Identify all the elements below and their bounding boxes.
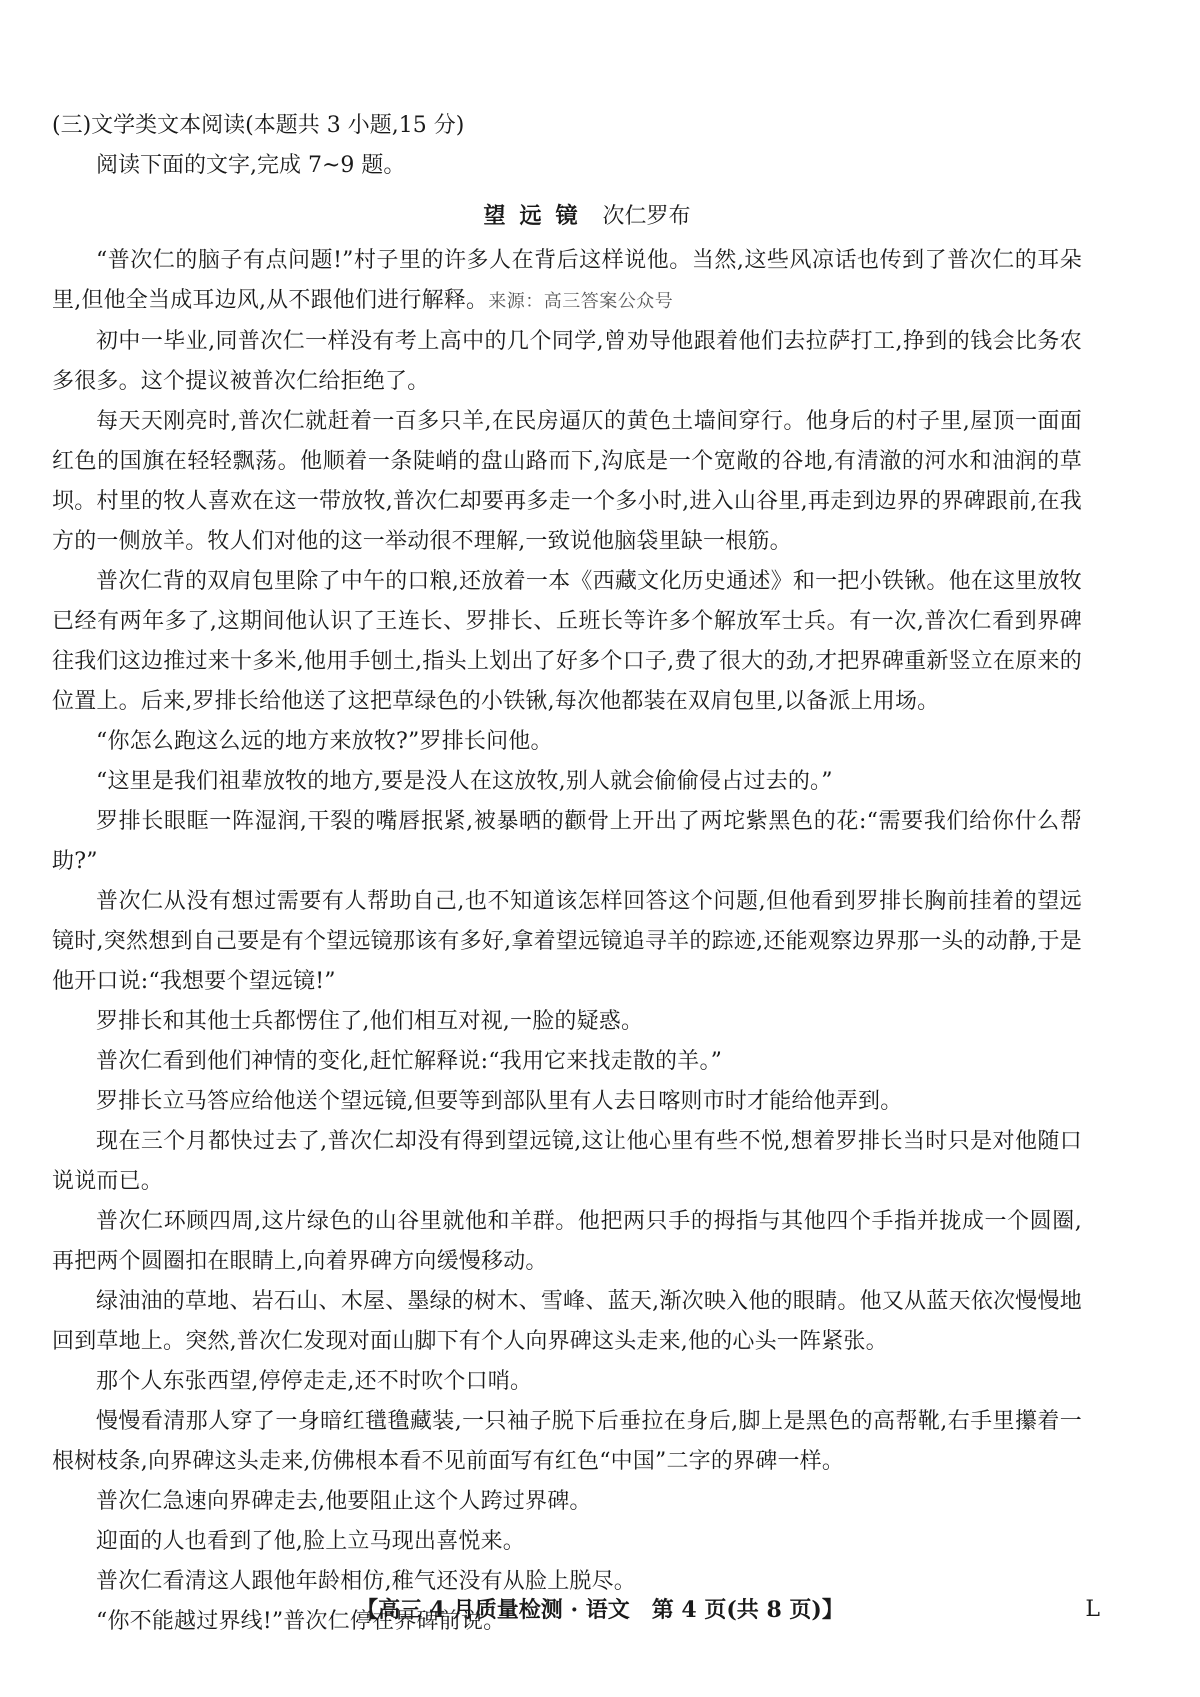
story-paragraph: 普次仁看清这人跟他年龄相仿,稚气还没有从脸上脱尽。: [96, 1569, 636, 1594]
story-paragraph: 初中一毕业,同普次仁一样没有考上高中的几个同学,曾劝导他跟着他们去拉萨打工,挣到的钱会比务农多很多。这个提议被普次仁给拒绝了。: [52, 329, 1082, 394]
story-paragraph: 迎面的人也看到了他,脸上立马现出喜悦来。: [96, 1529, 525, 1554]
story-paragraph: “你怎么跑这么远的地方来放牧?”罗排长问他。: [96, 729, 553, 754]
story-paragraph: “你不能越过界线!”普次仁停在界碑前说。: [96, 1609, 506, 1634]
story-paragraph: 普次仁从没有想过需要有人帮助自己,也不知道该怎样回答这个问题,但他看到罗排长胸前挂着的望远镜时,突然想到自己要是有个望远镜那该有多好,拿着望远镜追寻羊的踪迹,还能观察边界那一头的动静,于是他开口说:“我想要个望远镜!”: [52, 889, 1082, 994]
story-paragraph: [52, 241, 1082, 322]
page-content: [52, 108, 1082, 1642]
story-paragraph: 罗排长眼眶一阵湿润,干裂的嘴唇抿紧,被暴晒的颧骨上开出了两坨紫黑色的花:“需要我们给你什么帮助?”: [52, 809, 1082, 874]
story-paragraph: 普次仁急速向界碑走去,他要阻止这个人跨过界碑。: [96, 1489, 592, 1514]
story-paragraph: 每天天刚亮时,普次仁就赶着一百多只羊,在民房逼仄的黄色土墙间穿行。他身后的村子里,屋顶一面面红色的国旗在轻轻飘荡。他顺着一条陡峭的盘山路而下,沟底是一个宽敞的谷地,有清澈的河水和油润的草坝。村里的牧人喜欢在这一带放牧,普次仁却要再多走一个多小时,进入山谷里,再走到边界的界碑跟前,在我方的一侧放羊。牧人们对他的这一举动很不理解,一致说他脑袋里缺一根筋。: [52, 409, 1082, 554]
story-paragraph: 罗排长立马答应给他送个望远镜,但要等到部队里有人去日喀则市时才能给他弄到。: [96, 1089, 903, 1114]
source-note: 来源：高三答案公众号: [488, 291, 674, 312]
story-title: 望远镜: [483, 203, 592, 229]
footer-label: 【高三 4 月质量检测 · 语文 第 4 页(共 8 页)】: [356, 1597, 844, 1623]
story-paragraph: 那个人东张西望,停停走走,还不时吹个口哨。: [96, 1369, 533, 1394]
story-paragraph: 普次仁环顾四周,这片绿色的山谷里就他和羊群。他把两只手的拇指与其他四个手指并拢成一个圆圈,再把两个圆圈扣在眼睛上,向着界碑方向缓慢移动。: [52, 1209, 1082, 1274]
reading-instruction: 阅读下面的文字,完成 7~9 题。: [96, 153, 406, 178]
story-paragraph: 普次仁看到他们神情的变化,赶忙解释说:“我用它来找走散的羊。”: [96, 1049, 723, 1074]
story-paragraph: 绿油油的草地、岩石山、木屋、墨绿的树木、雪峰、蓝天,渐次映入他的眼睛。他又从蓝天依次慢慢地回到草地上。突然,普次仁发现对面山脚下有个人向界碑这头走来,他的心头一阵紧张。: [52, 1289, 1082, 1354]
story-paragraph: “这里是我们祖辈放牧的地方,要是没人在这放牧,别人就会偷偷侵占过去的。”: [96, 769, 833, 794]
story-title-line: [52, 198, 1082, 235]
story-paragraph: 罗排长和其他士兵都愣住了,他们相互对视,一脸的疑惑。: [96, 1009, 644, 1034]
paragraph-text: “普次仁的脑子有点问题!”村子里的许多人在背后这样说他。当然,这些风凉话也传到了普次仁的耳朵里,但他全当成耳边风,从不跟他们进行解释。: [52, 248, 1082, 313]
story-author: 次仁罗布: [602, 204, 691, 229]
footer-code: L: [1085, 1597, 1100, 1622]
section-heading: (三)文学类文本阅读(本题共 3 小题,15 分): [52, 113, 465, 138]
story-paragraph: 慢慢看清那人穿了一身暗红氆氇藏装,一只袖子脱下后垂拉在身后,脚上是黑色的高帮靴,右手里攥着一根树枝条,向界碑这头走来,仿佛根本看不见前面写有红色“中国”二字的界碑一样。: [52, 1409, 1082, 1474]
story-paragraph: 普次仁背的双肩包里除了中午的口粮,还放着一本《西藏文化历史通述》和一把小铁锹。他在这里放牧已经有两年多了,这期间他认识了王连长、罗排长、丘班长等许多个解放军士兵。有一次,普次仁看到界碑往我们这边推过来十多米,他用手刨土,指头上划出了好多个口子,费了很大的劲,才把界碑重新竖立在原来的位置上。后来,罗排长给他送了这把草绿色的小铁锹,每次他都装在双肩包里,以备派上用场。: [52, 569, 1082, 714]
story-paragraph: 现在三个月都快过去了,普次仁却没有得到望远镜,这让他心里有些不悦,想着罗排长当时只是对他随口说说而已。: [52, 1129, 1082, 1194]
page-footer: [0, 1590, 1200, 1630]
